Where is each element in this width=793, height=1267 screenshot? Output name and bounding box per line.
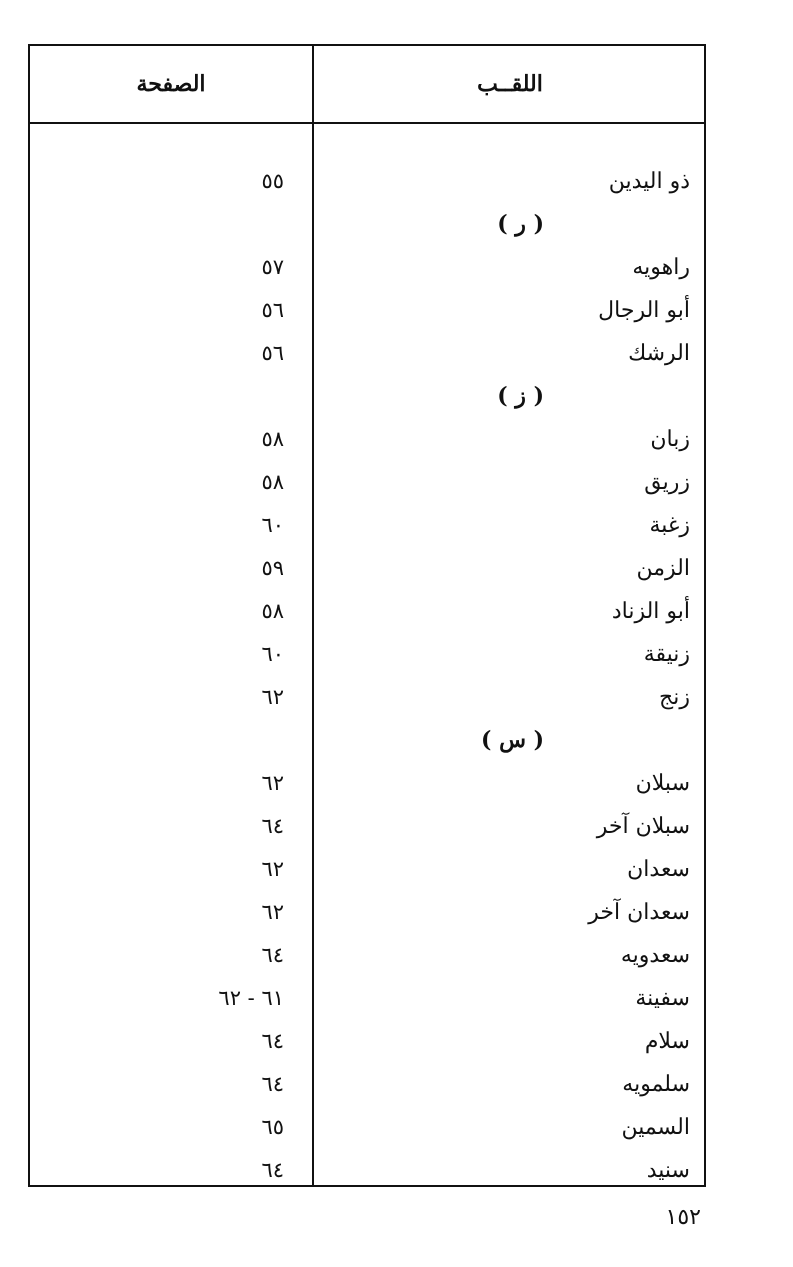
- row-title: ذو اليدين: [608, 169, 690, 194]
- row-page: ٦٢: [261, 857, 284, 881]
- table-row: [30, 1063, 704, 1106]
- table-row: [30, 289, 704, 332]
- header-title-column: اللقــب: [477, 71, 543, 97]
- row-page: ٦٤: [261, 1029, 284, 1053]
- row-title: زغبة: [649, 513, 690, 538]
- table-row: [30, 934, 704, 977]
- row-page: ٦١ - ٦٢: [218, 986, 284, 1010]
- table-row: [30, 1106, 704, 1149]
- row-title: زريق: [644, 470, 690, 495]
- table-row: [30, 160, 704, 203]
- row-page: ٥٦: [261, 298, 284, 322]
- row-page: ٦٢: [261, 900, 284, 924]
- row-title: زنيقة: [643, 642, 690, 667]
- header-divider: [30, 122, 704, 124]
- section-letter: ( ر ): [497, 211, 544, 237]
- row-title: سبلان: [635, 771, 690, 796]
- row-page: ٥٨: [261, 599, 284, 623]
- row-title: السمين: [621, 1115, 690, 1140]
- row-title: سعدويه: [620, 943, 690, 968]
- row-title: سعدان آخر: [588, 900, 690, 925]
- row-title: زنج: [659, 685, 690, 710]
- section-letter: ( ز ): [497, 383, 544, 409]
- table-row: [30, 590, 704, 633]
- table-row: [30, 418, 704, 461]
- row-page: ٥٥: [261, 169, 284, 193]
- row-page: ٦٤: [261, 1072, 284, 1096]
- index-table: [28, 44, 706, 1187]
- row-page: ٦٠: [261, 513, 284, 537]
- page-number: ١٥٢: [665, 1205, 701, 1230]
- table-row: [30, 461, 704, 504]
- table-row: [30, 848, 704, 891]
- row-title: سبلان آخر: [596, 814, 690, 839]
- section-heading-row: [30, 719, 704, 762]
- row-title: سنيد: [646, 1158, 690, 1183]
- table-row: [30, 547, 704, 590]
- row-title: أبو الزناد: [611, 599, 690, 624]
- table-row: [30, 504, 704, 547]
- row-title: أبو الرجال: [598, 298, 690, 323]
- row-title: راهويه: [632, 255, 690, 280]
- section-heading-row: [30, 375, 704, 418]
- row-page: ٦٠: [261, 642, 284, 666]
- row-title: سعدان: [627, 857, 690, 882]
- row-title: سلمويه: [622, 1072, 690, 1097]
- row-page: ٥٨: [261, 470, 284, 494]
- row-page: ٦٥: [261, 1115, 284, 1139]
- row-page: ٦٤: [261, 943, 284, 967]
- row-page: ٥٨: [261, 427, 284, 451]
- row-page: ٦٢: [261, 771, 284, 795]
- row-title: سفينة: [635, 986, 690, 1011]
- table-row: [30, 805, 704, 848]
- header-page-column: الصفحة: [136, 71, 206, 97]
- table-row: [30, 246, 704, 289]
- section-heading-row: [30, 203, 704, 246]
- table-row: [30, 762, 704, 805]
- table-row: [30, 676, 704, 719]
- row-title: الرشك: [628, 341, 690, 366]
- row-page: ٦٢: [261, 685, 284, 709]
- row-page: ٥٦: [261, 341, 284, 365]
- table-body: [30, 160, 704, 1192]
- row-page: ٥٧: [261, 255, 284, 279]
- table-row: [30, 633, 704, 676]
- row-title: الزمن: [636, 556, 690, 581]
- table-row: [30, 332, 704, 375]
- table-row: [30, 891, 704, 934]
- row-page: ٦٤: [261, 1158, 284, 1182]
- table-row: [30, 1020, 704, 1063]
- row-title: زبان: [650, 427, 690, 452]
- table-row: [30, 1149, 704, 1192]
- row-page: ٦٤: [261, 814, 284, 838]
- row-page: ٥٩: [261, 556, 284, 580]
- row-title: سلام: [644, 1029, 690, 1054]
- table-row: [30, 977, 704, 1020]
- section-letter: ( س ): [481, 727, 544, 753]
